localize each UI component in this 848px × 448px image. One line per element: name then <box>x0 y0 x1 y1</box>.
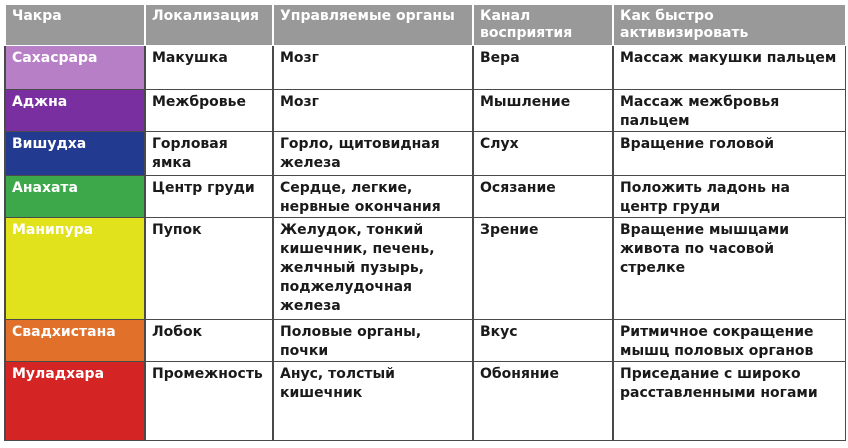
header-channel: Канал восприятия <box>473 5 613 46</box>
chakra-name-cell: Аджна <box>5 90 145 132</box>
localization-cell: Пупок <box>145 218 273 320</box>
table-row <box>5 362 845 441</box>
localization-cell: Горловая ямка <box>145 132 273 176</box>
channel-cell: Обоняние <box>473 362 613 441</box>
activation-cell: Массаж межбровья пальцем <box>613 90 845 132</box>
table-row <box>5 218 845 320</box>
organs-cell: Половые органы, почки <box>273 320 473 362</box>
header-activation: Как быстро активизировать <box>613 5 845 46</box>
channel-cell: Мышление <box>473 90 613 132</box>
chakra-name-cell: Сахасрара <box>5 46 145 90</box>
table-row <box>5 46 845 90</box>
activation-cell: Вращение мышцами живота по часовой стрелке <box>613 218 845 320</box>
channel-cell: Осязание <box>473 176 613 218</box>
header-chakra: Чакра <box>5 5 145 46</box>
chakra-name-cell: Анахата <box>5 176 145 218</box>
header-organs: Управляемые органы <box>273 5 473 46</box>
activation-cell: Положить ладонь на центр груди <box>613 176 845 218</box>
channel-cell: Слух <box>473 132 613 176</box>
table-row <box>5 90 845 132</box>
localization-cell: Центр груди <box>145 176 273 218</box>
activation-cell: Приседание с широко расставленными ногами <box>613 362 845 441</box>
activation-cell: Вращение головой <box>613 132 845 176</box>
organs-cell: Мозг <box>273 46 473 90</box>
localization-cell: Межбровье <box>145 90 273 132</box>
header-localization: Локализация <box>145 5 273 46</box>
channel-cell: Вкус <box>473 320 613 362</box>
activation-cell: Ритмичное сокращение мышц половых органов <box>613 320 845 362</box>
organs-cell: Сердце, легкие, нервные окончания <box>273 176 473 218</box>
header-row <box>5 5 845 46</box>
activation-cell: Массаж макушки пальцем <box>613 46 845 90</box>
chakra-name-cell: Манипура <box>5 218 145 320</box>
chakra-name-cell: Вишудха <box>5 132 145 176</box>
channel-cell: Вера <box>473 46 613 90</box>
localization-cell: Промежность <box>145 362 273 441</box>
table-row <box>5 176 845 218</box>
localization-cell: Макушка <box>145 46 273 90</box>
organs-cell: Горло, щитовидная железа <box>273 132 473 176</box>
organs-cell: Анус, толстый кишечник <box>273 362 473 441</box>
chakra-table <box>4 4 846 441</box>
table-row <box>5 320 845 362</box>
organs-cell: Мозг <box>273 90 473 132</box>
chakra-name-cell: Свадхистана <box>5 320 145 362</box>
localization-cell: Лобок <box>145 320 273 362</box>
channel-cell: Зрение <box>473 218 613 320</box>
organs-cell: Желудок, тонкий кишечник, печень, желчный пузырь, поджелудочная железа <box>273 218 473 320</box>
table-row <box>5 132 845 176</box>
chakra-name-cell: Муладхара <box>5 362 145 441</box>
